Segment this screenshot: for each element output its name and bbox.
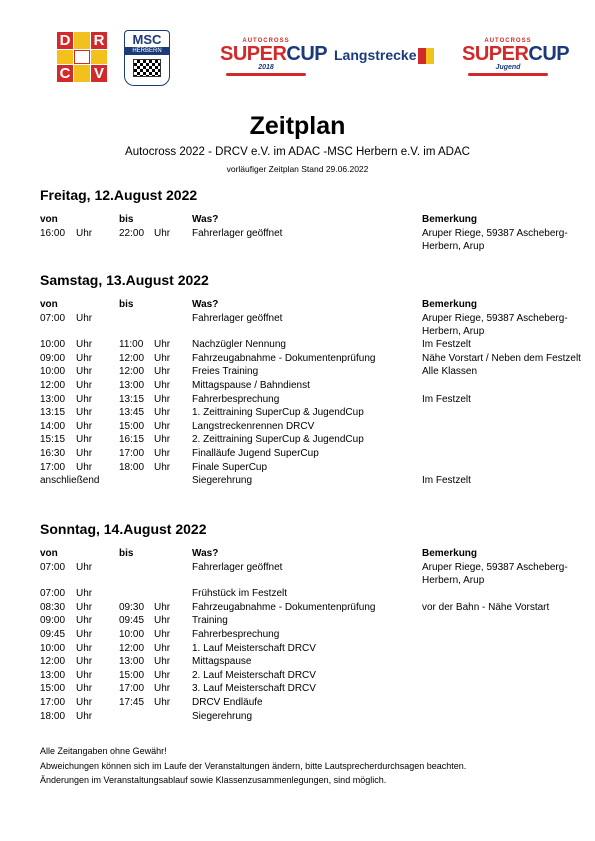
time-from-unit: Uhr [76, 615, 93, 627]
drcv-cell [74, 50, 90, 64]
table-row [0, 587, 595, 600]
time-from-unit: Uhr [76, 588, 93, 600]
time-to: 15:00 [119, 420, 145, 432]
activity: Finalläufe Jugend SuperCup [192, 448, 319, 459]
table-row [0, 474, 595, 487]
time-to-unit: Uhr [154, 434, 171, 446]
drcv-letter-r: R [91, 32, 107, 49]
activity: 2. Zeittraining SuperCup & JugendCup [192, 434, 364, 446]
time-to-unit: Uhr [154, 366, 171, 378]
time-from: 10:00 [40, 339, 66, 351]
activity: 3. Lauf Meisterschaft DRCV [192, 683, 316, 695]
time-to-unit: Uhr [154, 448, 171, 459]
activity: 2. Lauf Meisterschaft DRCV [192, 669, 316, 681]
table-row [0, 669, 595, 682]
msc-logo-title: MSC [132, 32, 162, 47]
time-from: 07:00 [40, 312, 66, 324]
time-to: 22:00 [119, 227, 145, 239]
time-to-unit: Uhr [154, 615, 171, 627]
page-subtitle: Autocross 2022 - DRCV e.V. im ADAC -MSC Herbern e.V. im ADAC [125, 146, 470, 158]
time-to: 17:45 [119, 697, 145, 708]
remark: Aruper Riege, 59387 Ascheberg-Herbern, Arup [422, 227, 568, 252]
note-line: Alle Zeitangaben ohne Gewähr! [40, 746, 167, 756]
header-was: Was? [192, 299, 219, 310]
time-to: 11:00 [119, 339, 144, 351]
time-from: anschließend [40, 475, 100, 487]
table-row [0, 352, 595, 365]
header-bemerkung: Bemerkung [422, 299, 478, 310]
table-row [0, 312, 595, 337]
drcv-cell [74, 65, 90, 82]
header-von: von [40, 548, 58, 559]
activity: 1. Lauf Meisterschaft DRCV [192, 642, 316, 654]
table-row [0, 614, 595, 627]
time-from: 07:00 [40, 588, 66, 600]
time-from: 07:00 [40, 561, 66, 573]
time-to-unit: Uhr [154, 380, 171, 391]
header-bemerkung: Bemerkung [422, 214, 478, 225]
activity: Freies Training [192, 366, 259, 378]
time-to: 15:00 [119, 669, 145, 681]
time-from-unit: Uhr [76, 366, 93, 378]
msc-logo-sub: HERBERN [125, 47, 169, 55]
time-from-unit: Uhr [76, 629, 93, 640]
time-to-unit: Uhr [154, 352, 171, 364]
time-to-unit: Uhr [154, 697, 171, 708]
activity: Fahrerbesprechung [192, 629, 280, 640]
table-header [0, 298, 595, 311]
swoosh-icon [226, 73, 306, 76]
time-from: 08:30 [40, 601, 66, 613]
time-from-unit: Uhr [76, 642, 93, 654]
time-from-unit: Uhr [76, 312, 93, 324]
table-row [0, 601, 595, 614]
remark: Im Festzelt [422, 475, 471, 487]
remark: Im Festzelt [422, 339, 471, 351]
time-to: 16:15 [119, 434, 145, 446]
time-from-unit: Uhr [76, 448, 93, 459]
time-from: 17:00 [40, 461, 66, 473]
time-from: 15:15 [40, 434, 66, 446]
time-from-unit: Uhr [76, 352, 93, 364]
table-row [0, 710, 595, 723]
checkered-flag-icon [133, 59, 161, 77]
time-from: 09:00 [40, 615, 66, 627]
table-row [0, 393, 595, 406]
time-to-unit: Uhr [154, 669, 171, 681]
header-bis: bis [119, 548, 134, 559]
remark: vor der Bahn - Nähe Vorstart [422, 601, 550, 613]
time-to: 09:30 [119, 601, 145, 613]
supercup-logo-sub: 2018 [258, 64, 274, 71]
msc-logo [124, 30, 170, 86]
time-to-unit: Uhr [154, 642, 171, 654]
activity: Mittagspause [192, 656, 252, 668]
time-from-unit: Uhr [76, 461, 93, 473]
activity: Fahrerlager geöffnet [192, 561, 283, 573]
time-to: 13:45 [119, 407, 145, 419]
time-to: 17:00 [119, 683, 145, 695]
time-to: 12:00 [119, 366, 145, 378]
note-line: Änderungen im Veranstaltungsablauf sowie Klassenzusammenlegungen, sind möglich. [40, 775, 387, 785]
table-row [0, 561, 595, 586]
table-row [0, 447, 595, 460]
supercup-jugend-logo-sub: Jugend [495, 64, 521, 71]
supercup-jugend-logo-word [462, 43, 570, 65]
drcv-cell [74, 32, 90, 49]
activity: Fahrerlager geöffnet [192, 312, 283, 324]
time-from: 10:00 [40, 366, 66, 378]
time-from: 16:30 [40, 448, 66, 459]
time-to-unit: Uhr [154, 227, 171, 239]
time-from-unit: Uhr [76, 601, 93, 613]
time-from-unit: Uhr [76, 710, 93, 722]
logo-bar [0, 0, 595, 100]
table-row [0, 227, 595, 252]
remark: Aruper Riege, 59387 Ascheberg-Herbern, Arup [422, 561, 568, 586]
supercup-jugend-logo [462, 38, 570, 76]
activity: Langstreckenrennen DRCV [192, 420, 315, 432]
table-row [0, 628, 595, 641]
time-to-unit: Uhr [154, 601, 171, 613]
time-from-unit: Uhr [76, 393, 93, 405]
day-title: Freitag, 12.August 2022 [40, 187, 198, 203]
header-von: von [40, 299, 58, 310]
time-from: 14:00 [40, 420, 66, 432]
time-to-unit: Uhr [154, 683, 171, 695]
header-bis: bis [119, 214, 134, 225]
time-from: 10:00 [40, 642, 66, 654]
time-to: 10:00 [119, 629, 145, 640]
drcv-letter-c: C [57, 65, 73, 82]
drcv-cell [91, 50, 107, 64]
supercup-word1: SUPER [220, 43, 287, 65]
time-from: 09:00 [40, 352, 66, 364]
drcv-cell [57, 50, 73, 64]
time-to-unit: Uhr [154, 420, 171, 432]
time-from: 12:00 [40, 380, 66, 391]
activity: Siegerehrung [192, 475, 253, 487]
time-from-unit: Uhr [76, 420, 93, 432]
time-to: 18:00 [119, 461, 145, 473]
remark: Im Festzelt [422, 393, 471, 405]
day-title: Samstag, 13.August 2022 [40, 272, 209, 288]
table-row [0, 682, 595, 695]
time-to-unit: Uhr [154, 629, 171, 640]
header-bemerkung: Bemerkung [422, 548, 478, 559]
table-row [0, 461, 595, 474]
time-to-unit: Uhr [154, 339, 171, 351]
time-from: 13:00 [40, 669, 66, 681]
table-row [0, 642, 595, 655]
activity: Training [192, 615, 228, 627]
time-from: 12:00 [40, 656, 66, 668]
time-from: 13:00 [40, 393, 66, 405]
time-from-unit: Uhr [76, 339, 93, 351]
table-header [0, 213, 595, 226]
time-from: 15:00 [40, 683, 66, 695]
supercup-jugend-logo-top: AUTOCROSS [484, 38, 532, 44]
activity: DRCV Endläufe [192, 697, 263, 708]
table-row [0, 420, 595, 433]
time-to: 12:00 [119, 642, 145, 654]
drcv-mini-icon [418, 48, 434, 64]
activity: Siegerehrung [192, 710, 253, 722]
time-from-unit: Uhr [76, 561, 93, 573]
table-row [0, 379, 595, 392]
time-from-unit: Uhr [76, 656, 93, 668]
time-to-unit: Uhr [154, 656, 171, 668]
time-from: 17:00 [40, 697, 66, 708]
header-was: Was? [192, 214, 219, 225]
page-title: Zeitplan [249, 112, 346, 140]
langstrecke-logo [334, 47, 440, 64]
activity: Nachzügler Nennung [192, 339, 286, 351]
table-row [0, 433, 595, 446]
time-to: 13:00 [119, 656, 145, 668]
header-von: von [40, 214, 58, 225]
table-row [0, 338, 595, 351]
day-title: Sonntag, 14.August 2022 [40, 521, 207, 537]
header-bis: bis [119, 299, 134, 310]
time-from: 13:15 [40, 407, 66, 419]
swoosh-icon [468, 73, 548, 76]
supercup-jugend-word2: CUP [528, 43, 570, 65]
supercup-logo [220, 38, 328, 76]
supercup-word2: CUP [286, 43, 328, 65]
time-to-unit: Uhr [154, 407, 171, 419]
activity: Fahrzeugabnahme - Dokumentenprüfung [192, 352, 376, 364]
time-from-unit: Uhr [76, 669, 93, 681]
activity: 1. Zeittraining SuperCup & JugendCup [192, 407, 364, 419]
schedule-status: vorläufiger Zeitplan Stand 29.06.2022 [226, 164, 369, 174]
table-row [0, 406, 595, 419]
table-row [0, 696, 595, 709]
time-from: 18:00 [40, 710, 66, 722]
activity: Fahrerbesprechung [192, 393, 280, 405]
table-header [0, 547, 595, 560]
time-from-unit: Uhr [76, 380, 93, 391]
time-from-unit: Uhr [76, 697, 93, 708]
langstrecke-text: Langstrecke [334, 47, 417, 63]
time-to-unit: Uhr [154, 393, 171, 405]
activity: Fahrerlager geöffnet [192, 227, 283, 239]
time-from-unit: Uhr [76, 407, 93, 419]
remark: Alle Klassen [422, 366, 478, 378]
activity: Finale SuperCup [192, 461, 268, 473]
time-to: 09:45 [119, 615, 145, 627]
activity: Fahrzeugabnahme - Dokumentenprüfung [192, 601, 376, 613]
table-row [0, 365, 595, 378]
time-from-unit: Uhr [76, 227, 93, 239]
time-to-unit: Uhr [154, 461, 171, 473]
supercup-logo-top: AUTOCROSS [242, 38, 290, 44]
time-to: 13:15 [119, 393, 145, 405]
supercup-jugend-word1: SUPER [462, 43, 529, 65]
activity: Frühstück im Festzelt [192, 588, 288, 600]
activity: Mittagspause / Bahndienst [192, 380, 310, 391]
drcv-letter-d: D [57, 32, 73, 49]
table-row [0, 655, 595, 668]
supercup-logo-word [220, 43, 328, 65]
time-to: 12:00 [119, 352, 145, 364]
time-from-unit: Uhr [76, 683, 93, 695]
remark: Aruper Riege, 59387 Ascheberg-Herbern, Arup [422, 312, 568, 337]
time-from: 16:00 [40, 227, 66, 239]
remark: Nähe Vorstart / Neben dem Festzelt [422, 352, 581, 364]
drcv-logo [57, 32, 107, 82]
time-from: 09:45 [40, 629, 66, 640]
time-to: 13:00 [119, 380, 145, 391]
header-was: Was? [192, 548, 219, 559]
time-from-unit: Uhr [76, 434, 93, 446]
note-line: Abweichungen können sich im Laufe der Veranstaltungen ändern, bitte Lautsprecherdurchsagen beachten. [40, 760, 467, 771]
drcv-letter-v: V [91, 65, 107, 82]
time-to: 17:00 [119, 448, 145, 459]
